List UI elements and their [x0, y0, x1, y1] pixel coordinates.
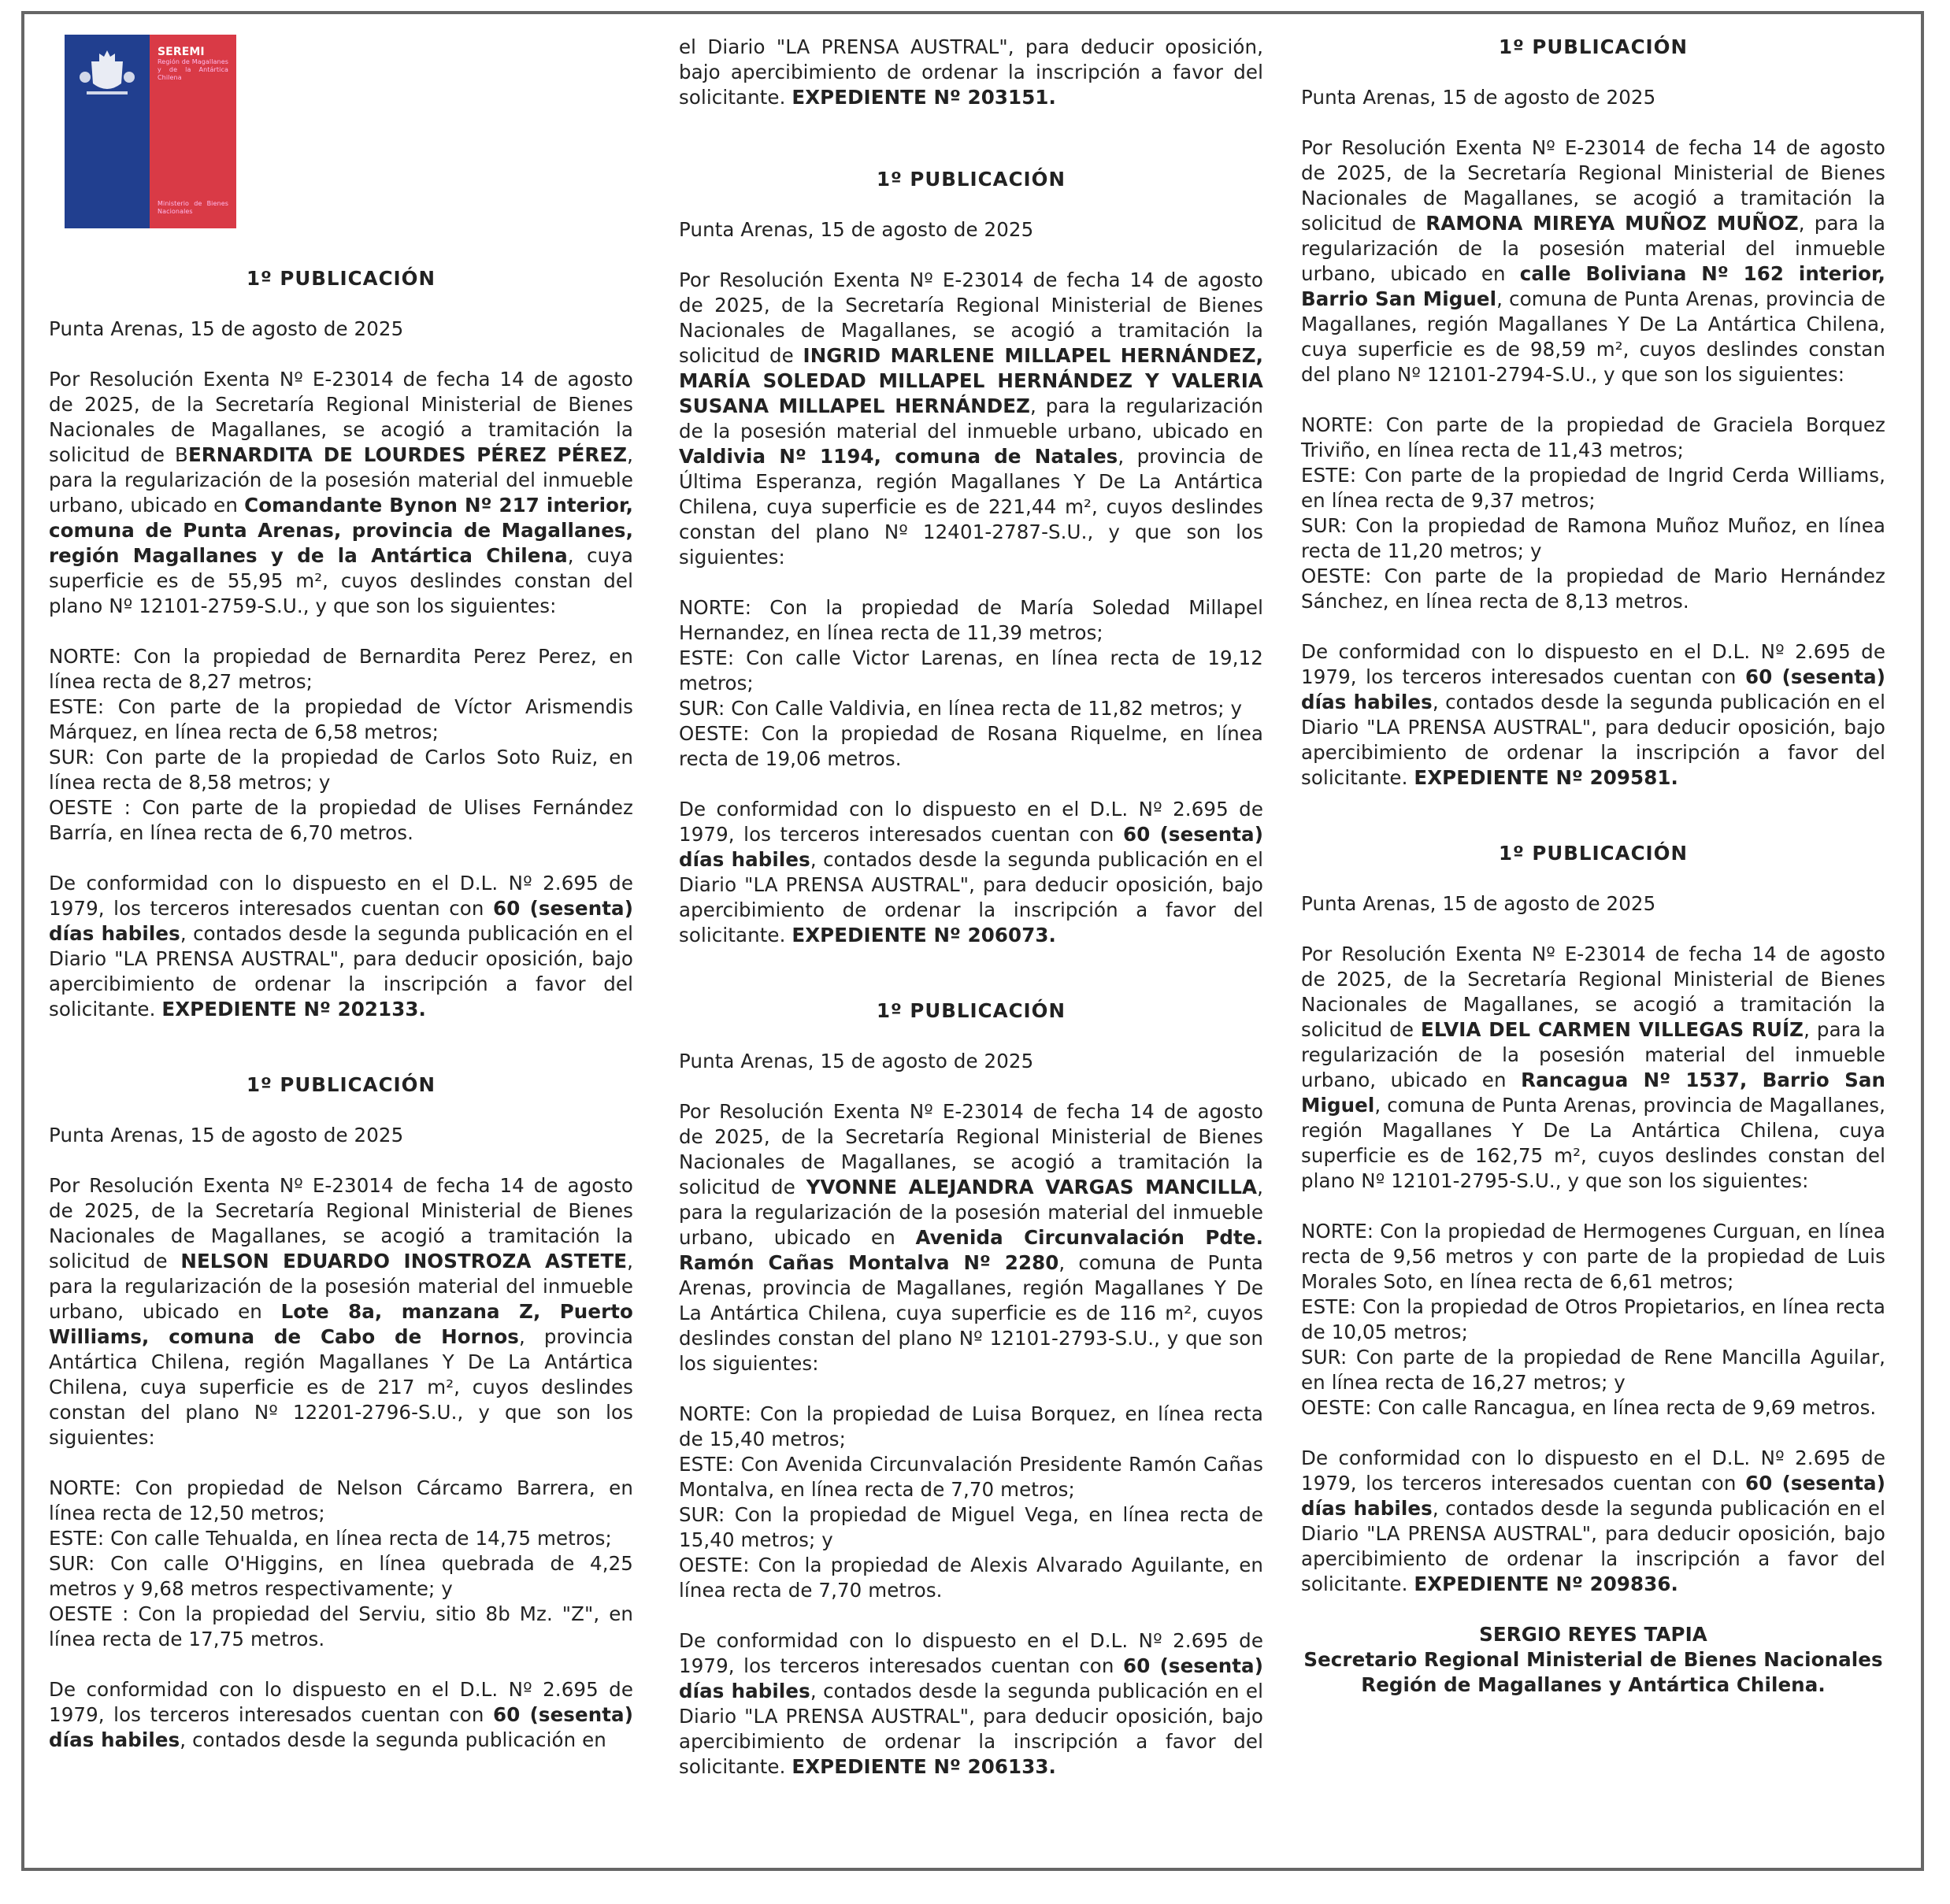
notice-closing: De conformidad con lo dispuesto en el D.L. Nº 2.695 de 1979, los terceros interesados cuentan con 60 (sesenta) días habiles, contados desde la segunda publicación en el Diario "LA PRENSA AUSTRAL", para deducir oposición, bajo apercibimiento de ordenar la inscripción a favor del solicitante. EXPEDIENTE Nº 206133.: [679, 1629, 1263, 1778]
applicant-name: ELVIA DEL CARMEN VILLEGAS RUÍZ: [1421, 1018, 1804, 1041]
notice-5: [1301, 35, 1885, 791]
signatory-name: SERGIO REYES TAPIA: [1479, 1623, 1707, 1646]
notice-4: [679, 998, 1263, 1780]
expediente-number: EXPEDIENTE Nº 206073.: [791, 924, 1056, 946]
notice-body: Por Resolución Exenta Nº E-23014 de fecha 14 de agosto de 2025, de la Secretaría Regional Ministerial de Bienes Nacionales de Magallanes, se acogió a tramitación la solicitud de BERNARDITA DE LOURDES PÉREZ PÉREZ, para la regularización de la posesión material del inmueble urbano, ubicado en Comandante Bynon Nº 217 interior, comuna de Punta Arenas, provincia de Magallanes, región Magallanes y de la Antártica Chilena, cuya superficie es de 55,95 m², cuyos deslindes constan del plano Nº 12101-2759-S.U., y que son los siguientes:: [49, 368, 633, 617]
notice-date: Punta Arenas, 15 de agosto de 2025: [679, 1050, 1034, 1072]
applicant-name: RAMONA MIREYA MUÑOZ MUÑOZ: [1425, 212, 1799, 235]
boundary-east: ESTE: Con parte de la propiedad de Víctor Arismendis Márquez, en línea recta de 6,58 metros;: [49, 695, 633, 743]
expediente-number: EXPEDIENTE Nº 209581.: [1414, 766, 1678, 789]
notice-2-continuation: [679, 35, 1263, 110]
applicant-name: INGRID MARLENE MILLAPEL HERNÁNDEZ, MARÍA SOLEDAD MILLAPEL HERNÁNDEZ Y VALERIA SUSANA MILLAPEL HERNÁNDEZ: [679, 344, 1263, 417]
logo-ministry: Ministerio de Bienes Nacionales: [158, 200, 228, 215]
column-2: [679, 35, 1263, 1780]
signature-block: [1301, 1622, 1885, 1698]
property-location: Avenida Circunvalación Pdte. Ramón Cañas Montalva Nº 2280: [679, 1226, 1263, 1274]
notice-date: Punta Arenas, 15 de agosto de 2025: [49, 317, 404, 340]
boundary-west: OESTE : Con parte de la propiedad de Ulises Fernández Barría, en línea recta de 6,70 metros.: [49, 796, 633, 844]
boundary-north: NORTE: Con la propiedad de Luisa Borquez, en línea recta de 15,40 metros;: [679, 1402, 1263, 1450]
boundary-south: SUR: Con parte de la propiedad de Rene Mancilla Aguilar, en línea recta de 16,27 metros; y: [1301, 1346, 1885, 1394]
expediente-number: EXPEDIENTE Nº 202133.: [161, 998, 426, 1021]
expediente-number: EXPEDIENTE Nº 209836.: [1414, 1572, 1678, 1595]
boundary-east: ESTE: Con calle Tehualda, en línea recta de 14,75 metros;: [49, 1527, 612, 1550]
applicant-name: YVONNE ALEJANDRA VARGAS MANCILLA: [806, 1176, 1258, 1198]
boundary-west: OESTE: Con parte de la propiedad de Mario Hernández Sánchez, en línea recta de 8,13 metros.: [1301, 565, 1885, 613]
notice-date: Punta Arenas, 15 de agosto de 2025: [679, 218, 1034, 241]
notice-heading: 1º PUBLICACIÓN: [1498, 35, 1688, 58]
applicant-name: ERNARDITA DE LOURDES PÉREZ PÉREZ: [187, 443, 628, 466]
notice-closing: De conformidad con lo dispuesto en el D.L. Nº 2.695 de 1979, los terceros interesados cuentan con 60 (sesenta) días habiles, contados desde la segunda publicación en el Diario "LA PRENSA AUSTRAL", para deducir oposición, bajo apercibimiento de ordenar la inscripción a favor del solicitante. EXPEDIENTE Nº 206073.: [679, 798, 1263, 946]
boundary-north: NORTE: Con parte de la propiedad de Graciela Borquez Triviño, en línea recta de 11,43 metros;: [1301, 413, 1885, 461]
signatory-title: Secretario Regional Ministerial de Bienes Nacionales: [1303, 1648, 1883, 1671]
boundary-west: OESTE: Con calle Rancagua, en línea recta de 9,69 metros.: [1301, 1396, 1877, 1419]
boundary-south: SUR: Con parte de la propiedad de Carlos Soto Ruiz, en línea recta de 8,58 metros; y: [49, 746, 633, 794]
notice-1: [49, 266, 633, 1022]
notice-6: [1301, 841, 1885, 1597]
notice-closing: De conformidad con lo dispuesto en el D.L. Nº 2.695 de 1979, los terceros interesados cuentan con 60 (sesenta) días habiles, contados desde la segunda publicación en el Diario "LA PRENSA AUSTRAL", para deducir oposición, bajo apercibimiento de ordenar la inscripción a favor del solicitante. EXPEDIENTE Nº 209836.: [1301, 1447, 1885, 1595]
boundary-south: SUR: Con calle O'Higgins, en línea quebrada de 4,25 metros y 9,68 metros respectivamente; y: [49, 1552, 633, 1600]
notice-2: [49, 1072, 633, 1753]
notice-heading: 1º PUBLICACIÓN: [246, 267, 436, 290]
notice-heading: 1º PUBLICACIÓN: [246, 1073, 436, 1096]
expediente-number: EXPEDIENTE Nº 206133.: [791, 1755, 1056, 1778]
notice-date: Punta Arenas, 15 de agosto de 2025: [49, 1124, 404, 1146]
logo-title: SEREMI: [158, 46, 205, 58]
property-location: Rancagua Nº 1537, Barrio San Miguel: [1301, 1069, 1885, 1117]
boundary-south: SUR: Con Calle Valdivia, en línea recta de 11,82 metros; y: [679, 697, 1243, 720]
notice-heading: 1º PUBLICACIÓN: [876, 168, 1066, 191]
property-location: Comandante Bynon Nº 217 interior, comuna de Punta Arenas, provincia de Magallanes, región Magallanes y de la Antártica Chilena: [49, 494, 633, 567]
column-3: [1301, 35, 1885, 1698]
boundary-east: ESTE: Con parte de la propiedad de Ingrid Cerda Williams, en línea recta de 9,37 metros;: [1301, 464, 1885, 512]
signatory-region: Región de Magallanes y Antártica Chilena.: [1361, 1673, 1826, 1696]
property-location: calle Boliviana Nº 162 interior, Barrio San Miguel: [1301, 262, 1885, 310]
property-location: Lote 8a, manzana Z, Puerto Williams, comuna de Cabo de Hornos: [49, 1300, 633, 1348]
notice-date: Punta Arenas, 15 de agosto de 2025: [1301, 86, 1656, 109]
logo-region: Región de Magallanes y de la Antártica Chilena: [158, 58, 228, 81]
boundary-north: NORTE: Con la propiedad de María Soledad Millapel Hernandez, en línea recta de 11,39 metros;: [679, 596, 1263, 644]
property-location: Valdivia Nº 1194, comuna de Natales: [679, 445, 1118, 468]
notice-body: Por Resolución Exenta Nº E-23014 de fecha 14 de agosto de 2025, de la Secretaría Regional Ministerial de Bienes Nacionales de Magallanes, se acogió a tramitación la solicitud de NELSON EDUARDO INOSTROZA ASTETE, para la regularización de la posesión material del inmueble urbano, ubicado en Lote 8a, manzana Z, Puerto Williams, comuna de Cabo de Hornos, provincia Antártica Chilena, región Magallanes Y De La Antártica Chilena, cuya superficie es de 217 m², cuyos deslindes constan del plano Nº 12201-2796-S.U., y que son los siguientes:: [49, 1174, 633, 1449]
boundary-south: SUR: Con la propiedad de Ramona Muñoz Muñoz, en línea recta de 11,20 metros; y: [1301, 514, 1885, 562]
column-1: [49, 35, 633, 1753]
coat-of-arms-icon: [76, 46, 139, 101]
boundary-west: OESTE: Con la propiedad de Alexis Alvarado Aguilante, en línea recta de 7,70 metros.: [679, 1554, 1263, 1602]
notice-body: Por Resolución Exenta Nº E-23014 de fecha 14 de agosto de 2025, de la Secretaría Regional Ministerial de Bienes Nacionales de Magallanes, se acogió a tramitación la solicitud de RAMONA MIREYA MUÑOZ MUÑOZ, para la regularización de la posesión material del inmueble urbano, ubicado en calle Boliviana Nº 162 interior, Barrio San Miguel, comuna de Punta Arenas, provincia de Magallanes, región Magallanes Y De La Antártica Chilena, cuya superficie es de 98,59 m², cuyos deslindes constan del plano Nº 12101-2794-S.U., y que son los siguientes:: [1301, 136, 1885, 386]
expediente-number: EXPEDIENTE Nº 203151.: [791, 86, 1056, 109]
boundary-north: NORTE: Con la propiedad de Bernardita Perez Perez, en línea recta de 8,27 metros;: [49, 645, 633, 693]
boundary-west: OESTE : Con la propiedad del Serviu, sitio 8b Mz. "Z", en línea recta de 17,75 metros.: [49, 1602, 633, 1650]
notice-body: Por Resolución Exenta Nº E-23014 de fecha 14 de agosto de 2025, de la Secretaría Regional Ministerial de Bienes Nacionales de Magallanes, se acogió a tramitación la solicitud de ELVIA DEL CARMEN VILLEGAS RUÍZ, para la regularización de la posesión material del inmueble urbano, ubicado en Rancagua Nº 1537, Barrio San Miguel, comuna de Punta Arenas, provincia de Magallanes, región Magallanes Y De La Antártica Chilena, cuya superficie es de 162,75 m², cuyos deslindes constan del plano Nº 12101-2795-S.U., y que son los siguientes:: [1301, 943, 1885, 1192]
boundary-north: NORTE: Con la propiedad de Hermogenes Curguan, en línea recta de 9,56 metros y con parte de la propiedad de Luis Morales Soto, en línea recta de 6,61 metros;: [1301, 1220, 1885, 1293]
notice-closing: De conformidad con lo dispuesto en el D.L. Nº 2.695 de 1979, los terceros interesados cuentan con 60 (sesenta) días habiles, contados desde la segunda publicación en el Diario "LA PRENSA AUSTRAL", para deducir oposición, bajo apercibimiento de ordenar la inscripción a favor del solicitante. EXPEDIENTE Nº 202133.: [49, 872, 633, 1021]
seremi-logo: [65, 35, 236, 228]
notice-closing: De conformidad con lo dispuesto en el D.L. Nº 2.695 de 1979, los terceros interesados cuentan con 60 (sesenta) días habiles, contados desde la segunda publicación en: [49, 1678, 633, 1751]
notice-date: Punta Arenas, 15 de agosto de 2025: [1301, 892, 1656, 915]
notice-body: Por Resolución Exenta Nº E-23014 de fecha 14 de agosto de 2025, de la Secretaría Regional Ministerial de Bienes Nacionales de Magallanes, se acogió a tramitación la solicitud de YVONNE ALEJANDRA VARGAS MANCILLA, para la regularización de la posesión material del inmueble urbano, ubicado en Avenida Circunvalación Pdte. Ramón Cañas Montalva Nº 2280, comuna de Punta Arenas, provincia de Magallanes, región Magallanes Y De La Antártica Chilena, cuya superficie es de 116 m², cuyos deslindes constan del plano Nº 12101-2793-S.U., y que son los siguientes:: [679, 1100, 1264, 1375]
notice-closing: De conformidad con lo dispuesto en el D.L. Nº 2.695 de 1979, los terceros interesados cuentan con 60 (sesenta) días habiles, contados desde la segunda publicación en el Diario "LA PRENSA AUSTRAL", para deducir oposición, bajo apercibimiento de ordenar la inscripción a favor del solicitante. EXPEDIENTE Nº 209581.: [1301, 640, 1885, 789]
notice-3: [679, 167, 1263, 948]
boundary-south: SUR: Con la propiedad de Miguel Vega, en línea recta de 15,40 metros; y: [679, 1503, 1263, 1551]
notice-closing: el Diario "LA PRENSA AUSTRAL", para deducir oposición, bajo apercibimiento de ordenar la inscripción a favor del solicitante. EXPEDIENTE Nº 203151.: [679, 35, 1263, 109]
notice-heading: 1º PUBLICACIÓN: [1498, 842, 1688, 865]
boundary-east: ESTE: Con calle Victor Larenas, en línea recta de 19,12 metros;: [679, 646, 1263, 695]
boundary-west: OESTE: Con la propiedad de Rosana Riquelme, en línea recta de 19,06 metros.: [679, 722, 1263, 770]
boundary-east: ESTE: Con la propiedad de Otros Propietarios, en línea recta de 10,05 metros;: [1301, 1295, 1885, 1343]
applicant-name: NELSON EDUARDO INOSTROZA ASTETE: [180, 1250, 628, 1272]
notice-body: Por Resolución Exenta Nº E-23014 de fecha 14 de agosto de 2025, de la Secretaría Regional Ministerial de Bienes Nacionales de Magallanes, se acogió a tramitación la solicitud de INGRID MARLENE MILLAPEL HERNÁNDEZ, MARÍA SOLEDAD MILLAPEL HERNÁNDEZ Y VALERIA SUSANA MILLAPEL HERNÁNDEZ, para la regularización de la posesión material del inmueble urbano, ubicado en Valdivia Nº 1194, comuna de Natales, provincia de Última Esperanza, región Magallanes Y De La Antártica Chilena, cuya superficie es de 221,44 m², cuyos deslindes constan del plano Nº 12401-2787-S.U., y que son los siguientes:: [679, 269, 1263, 569]
notice-heading: 1º PUBLICACIÓN: [876, 999, 1066, 1022]
boundary-north: NORTE: Con propiedad de Nelson Cárcamo Barrera, en línea recta de 12,50 metros;: [49, 1476, 633, 1524]
boundary-east: ESTE: Con Avenida Circunvalación Presidente Ramón Cañas Montalva, en línea recta de 7,70 metros;: [679, 1453, 1263, 1501]
